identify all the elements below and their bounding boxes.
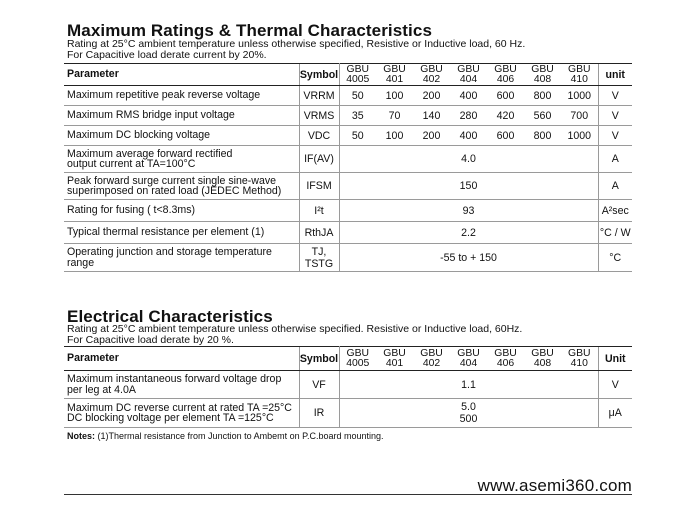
footnote-text: (1)Thermal resistance from Junction to Ambemt on P.C.board mounting. [97, 431, 384, 441]
part-number-line: 4005 [346, 73, 370, 85]
part-number-line: GBU [346, 63, 370, 75]
value-cell: 1000 [561, 86, 598, 106]
part-number-line: 4005 [346, 357, 370, 369]
merged-value-cell [339, 173, 598, 200]
table-row [64, 371, 632, 399]
header-part-number [450, 347, 487, 371]
ratings-note-line: Rating at 25°C ambient temperature unless otherwise specified, Resistive or Inductive load, 60 Hz. [67, 38, 526, 50]
symbol-line: TSTG [304, 257, 334, 270]
header-part-number [561, 347, 598, 371]
parameter-cell [64, 146, 299, 173]
value-cell: 280 [450, 106, 487, 126]
parameter-line: Maximum DC reverse current at rated TA =25°C [67, 401, 292, 414]
header-part-number [450, 64, 487, 86]
header-parameter: Parameter [64, 64, 299, 86]
value-cell: 400 [450, 126, 487, 146]
unit-cell: μA [598, 399, 632, 428]
part-number-line: 406 [496, 73, 515, 85]
value-cell: 140 [413, 106, 450, 126]
part-number-line: GBU [420, 63, 443, 75]
part-number-line: GBU [346, 347, 370, 359]
symbol-line: VRRM [303, 89, 335, 102]
symbol-line: RthJA [304, 226, 334, 239]
part-number-line: 406 [496, 357, 515, 369]
merged-value-cell [339, 146, 598, 173]
header-part-number [376, 64, 413, 86]
symbol-cell [299, 126, 339, 146]
table-row [64, 126, 632, 146]
value-cell: 600 [487, 126, 524, 146]
header-part-number [487, 64, 524, 86]
electrical-note-line: Rating at 25°C ambient temperature unless otherwise specified. Resistive or Inductive load, 60Hz. [67, 323, 523, 335]
bottom-divider [64, 494, 632, 495]
table-row [64, 146, 632, 173]
unit-cell: °C / W [598, 222, 632, 244]
value-cell: 400 [450, 86, 487, 106]
value-cell: 600 [487, 86, 524, 106]
value-cell: 100 [376, 126, 413, 146]
ratings-note-line: For Capacitive load derate current by 20%. [67, 49, 267, 61]
value-cell: 800 [524, 86, 561, 106]
merged-value-cell [339, 371, 598, 399]
merged-value-cell [339, 399, 598, 428]
table-row [64, 173, 632, 200]
electrical-note [67, 324, 522, 346]
value-line: 5.0 [461, 401, 476, 413]
parameter-line: Maximum instantaneous forward voltage drop [67, 373, 282, 385]
value-line: 4.0 [461, 153, 476, 165]
unit-cell: A [598, 146, 632, 173]
table-row [64, 200, 632, 222]
symbol-cell [299, 244, 339, 272]
part-number-line: 408 [533, 357, 552, 369]
part-number-line: GBU [531, 347, 554, 359]
part-number-line: GBU [567, 63, 591, 75]
value-cell: 50 [339, 86, 376, 106]
symbol-cell [299, 371, 339, 399]
value-cell: 200 [413, 126, 450, 146]
parameter-line: Operating junction and storage temperature [67, 246, 272, 258]
value-line: 1.1 [461, 378, 476, 391]
ratings-title: Maximum Ratings & Thermal Characteristics [67, 21, 432, 40]
value-cell: 560 [524, 106, 561, 126]
table-row [64, 86, 632, 106]
parameter-cell [64, 399, 299, 428]
table-row [64, 399, 632, 428]
value-cell: 50 [339, 126, 376, 146]
unit-cell: V [598, 86, 632, 106]
header-part-number [487, 347, 524, 371]
value-line: 500 [459, 413, 478, 425]
parameter-line: Maximum average forward rectified [67, 147, 233, 160]
part-number-line: GBU [531, 63, 554, 75]
unit-cell: V [598, 371, 632, 399]
header-part-number [413, 347, 450, 371]
header-part-number [524, 347, 561, 371]
part-number-line: GBU [420, 347, 443, 359]
parameter-cell [64, 200, 299, 222]
symbol-cell [299, 146, 339, 173]
parameter-line: Typical thermal resistance per element (1) [67, 226, 265, 239]
symbol-line: VRMS [303, 109, 335, 122]
header-unit: Unit [598, 347, 632, 371]
unit-cell: A [598, 173, 632, 200]
ratings-table [64, 63, 632, 272]
part-number-line: 410 [570, 73, 588, 85]
symbol-cell [299, 200, 339, 222]
part-number-line: GBU [494, 347, 517, 359]
header-part-number [376, 347, 413, 371]
value-cell: 200 [413, 86, 450, 106]
part-number-line: 404 [459, 357, 478, 369]
symbol-line: TJ, [311, 245, 327, 258]
header-part-number [339, 64, 376, 86]
value-line: 150 [459, 180, 478, 192]
symbol-line: IFSM [306, 180, 332, 192]
header-part-number [561, 64, 598, 86]
unit-cell: A²sec [598, 200, 632, 222]
table-row [64, 106, 632, 126]
merged-value-cell [339, 200, 598, 222]
symbol-line: VF [312, 378, 326, 391]
parameter-cell [64, 371, 299, 399]
table-row [64, 244, 632, 272]
electrical-table [64, 346, 632, 428]
value-cell: 70 [376, 106, 413, 126]
parameter-line: output current at TA=100°C [67, 158, 196, 170]
parameter-cell [64, 173, 299, 200]
symbol-cell [299, 399, 339, 428]
footnote-label: Notes: [67, 431, 96, 441]
value-cell: 800 [524, 126, 561, 146]
value-cell: 1000 [561, 126, 598, 146]
parameter-line: Peak forward surge current single sine-wave [67, 174, 277, 187]
part-number-line: 402 [422, 357, 441, 369]
symbol-cell [299, 222, 339, 244]
parameter-line: per leg at 4.0A [67, 383, 136, 396]
value-line: 2.2 [461, 226, 476, 239]
unit-cell: V [598, 106, 632, 126]
header-parameter: Parameter [64, 347, 299, 371]
value-line: -55 to + 150 [440, 251, 497, 264]
unit-cell: V [598, 126, 632, 146]
parameter-cell [64, 86, 299, 106]
part-number-line: 408 [533, 73, 552, 85]
value-cell: 700 [561, 106, 598, 126]
symbol-cell [299, 86, 339, 106]
symbol-line: IF(AV) [304, 153, 334, 165]
part-number-line: 401 [385, 73, 404, 85]
value-line: 93 [462, 204, 475, 217]
header-symbol: Symbol [299, 64, 339, 86]
table-row [64, 222, 632, 244]
part-number-line: GBU [383, 347, 406, 359]
website-url[interactable]: www.asemi360.com [477, 476, 632, 495]
parameter-cell [64, 244, 299, 272]
electrical-note-line: For Capacitive load derate by 20 %. [67, 334, 234, 346]
symbol-line: VDC [307, 129, 331, 142]
symbol-cell [299, 173, 339, 200]
symbol-line: IR [313, 407, 325, 419]
parameter-line: Rating for fusing ( t<8.3ms) [67, 204, 196, 217]
parameter-cell [64, 106, 299, 126]
symbol-line: I²t [314, 204, 324, 217]
header-unit: unit [598, 64, 632, 86]
part-number-line: 410 [570, 357, 588, 369]
header-part-number [413, 64, 450, 86]
parameter-line: range [67, 256, 95, 269]
parameter-line: Maximum repetitive peak reverse voltage [67, 89, 261, 102]
parameter-line: Maximum RMS bridge input voltage [67, 109, 235, 122]
header-part-number [339, 347, 376, 371]
header-symbol: Symbol [299, 347, 339, 371]
symbol-cell [299, 106, 339, 126]
parameter-cell [64, 126, 299, 146]
merged-value-cell [339, 244, 598, 272]
part-number-line: GBU [383, 63, 406, 75]
header-part-number [524, 64, 561, 86]
parameter-line: DC blocking voltage per element TA =125°C [67, 412, 274, 424]
merged-value-cell [339, 222, 598, 244]
footnote [67, 431, 384, 441]
parameter-line: superimposed on rated load (JEDEC Method) [67, 185, 282, 197]
part-number-line: GBU [457, 347, 480, 359]
part-number-line: GBU [567, 347, 591, 359]
part-number-line: 402 [422, 73, 441, 85]
part-number-line: GBU [494, 63, 517, 75]
value-cell: 420 [487, 106, 524, 126]
part-number-line: 401 [385, 357, 404, 369]
value-cell: 100 [376, 86, 413, 106]
ratings-note [67, 39, 525, 61]
part-number-line: GBU [457, 63, 480, 75]
unit-cell: °C [598, 244, 632, 272]
part-number-line: 404 [459, 73, 478, 85]
parameter-line: Maximum DC blocking voltage [67, 129, 211, 142]
electrical-title: Electrical Characteristics [67, 307, 273, 326]
value-cell: 35 [339, 106, 376, 126]
parameter-cell [64, 222, 299, 244]
